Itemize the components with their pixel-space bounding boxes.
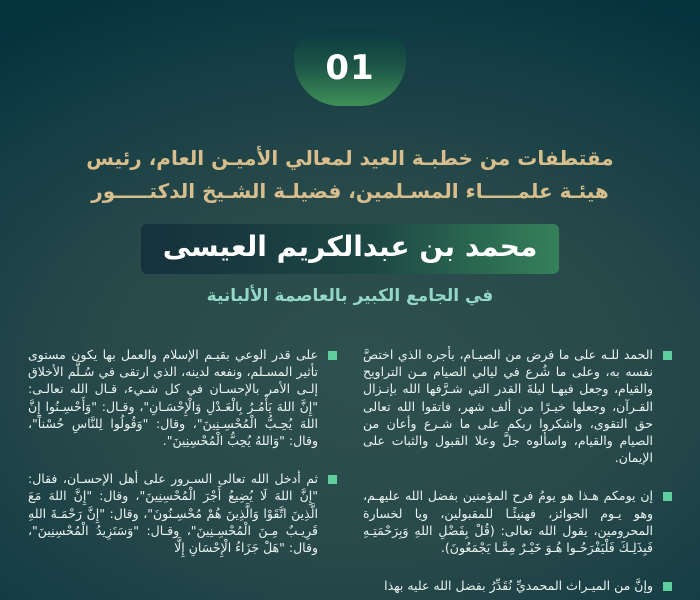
paragraph-text: وإنَّ من الميـراث المحمديِّ نُقَدِّرُ بفضل الله عليه بهذا	[384, 578, 653, 594]
content-columns	[28, 346, 672, 600]
section-number: 01	[325, 48, 375, 88]
bullet-square-icon	[663, 351, 672, 360]
bullet-paragraph	[28, 346, 337, 449]
column-right	[363, 346, 672, 600]
kicker-line-1: مقتطفات من خطبـة العيد لمعالي الأميـن العام، رئيس	[86, 146, 614, 170]
bullet-paragraph	[363, 577, 672, 594]
bullet-square-icon	[328, 475, 337, 484]
paragraph-text: الحمد للـه على ما فرض من الصيـام، بأجره الذي اختصَّ نفسه به، وعلى ما شُرع في ليالي الصيام مـن التراويح والقيام، وجعل فيهـا ليلةَ القدر التي شـرَّفها الله بإنـزال القـرآن، وجعلها خيـرًا من ألف شهر، فاتقوا الله تعالى حق التقوى، واشكروا ربكم على ما شـرع وأعان من الصيام والقيام، واسألوه جلَّ وعلا القبول والثبات على الإيمان.	[363, 347, 653, 466]
bullet-paragraph	[363, 487, 672, 556]
paragraph-text: إن يومكم هـذا هو يومُ فرح المؤمنين بفضل الله عليهـم، وهو يـوم الجوائز، فهنيئًـا للمقبولين، ويا لخسارة المحرومين، يقول الله تعالى: (قُلْ بِفَضْلِ اللهِ وَبِرَحْمَتِـهِ فَبِذَلِـكَ فَلْيَفْرَحُـوا هُـوَ خَيْـرٌ مِمَّـا يَجْمَعُونَ).	[363, 488, 653, 556]
bullet-paragraph	[363, 346, 672, 466]
section-number-badge	[294, 30, 406, 106]
speaker-name-banner	[141, 224, 560, 274]
bullet-square-icon	[663, 492, 672, 501]
bullet-square-icon	[663, 582, 672, 591]
kicker-line-2: هيئـة علمـــــاء المسـلمين، فضيلـة الشـيخ الدكتـــــور	[91, 179, 609, 203]
bullet-square-icon	[328, 351, 337, 360]
bullet-paragraph	[28, 470, 337, 556]
paragraph-text: ثم أدخل الله تعالى السـرور على أهل الإحسـان، فقال: "إِنَّ اللهَ لَا يُضِيعُ أَجْرَ الْمُحْسِنِينَ"، وقال: "إِنَّ اللهَ مَعَ الَّذِينَ اتَّقَوْا وَالَّذِينَ هُمْ مُحْسِـنُونَ"، وقال: "إِنَّ رَحْمَـةَ اللهِ قَرِيـبٌ مِـنَ الْمُحْسِـنِينَ"، وقـال: "وَسَنَزِيدُ الْمُحْسِنِينَ"، وقال: "هَلْ جَزَاءُ الْإِحْسَانِ إِلَّا	[28, 471, 318, 556]
paragraph-text: على قدر الوعي بقيـم الإسلام والعمل بها يكون مستوى تأثير المسـلم، ونفعه لدينه، الذي ارتقى في سُـلَّم الأخلاق إلـى الأمر بالإحسـان في كل شـيء، قـال الله تعالـى: "إِنَّ اللهَ يَأْمُـرُ بِالْعَـدْلِ وَالْإِحْسَـانِ"، وقـال: "وَأَحْسِـنُوا إِنَّ اللهَ يُحِـبُّ الْمُحْسِـنِينَ"، وقال: "وَقُولُوا لِلنَّاسِ حُسْناً"، وقال: "وَاللهُ يُحِبُّ الْمُحْسِنِينَ".	[28, 347, 318, 449]
slide-header	[0, 142, 700, 306]
kicker	[0, 142, 700, 208]
speaker-name: محمد بن عبدالكريم العيسى	[162, 230, 538, 263]
column-left	[28, 346, 337, 600]
event-location-subtitle: في الجامع الكبير بالعاصمة الألبانية	[206, 286, 494, 306]
